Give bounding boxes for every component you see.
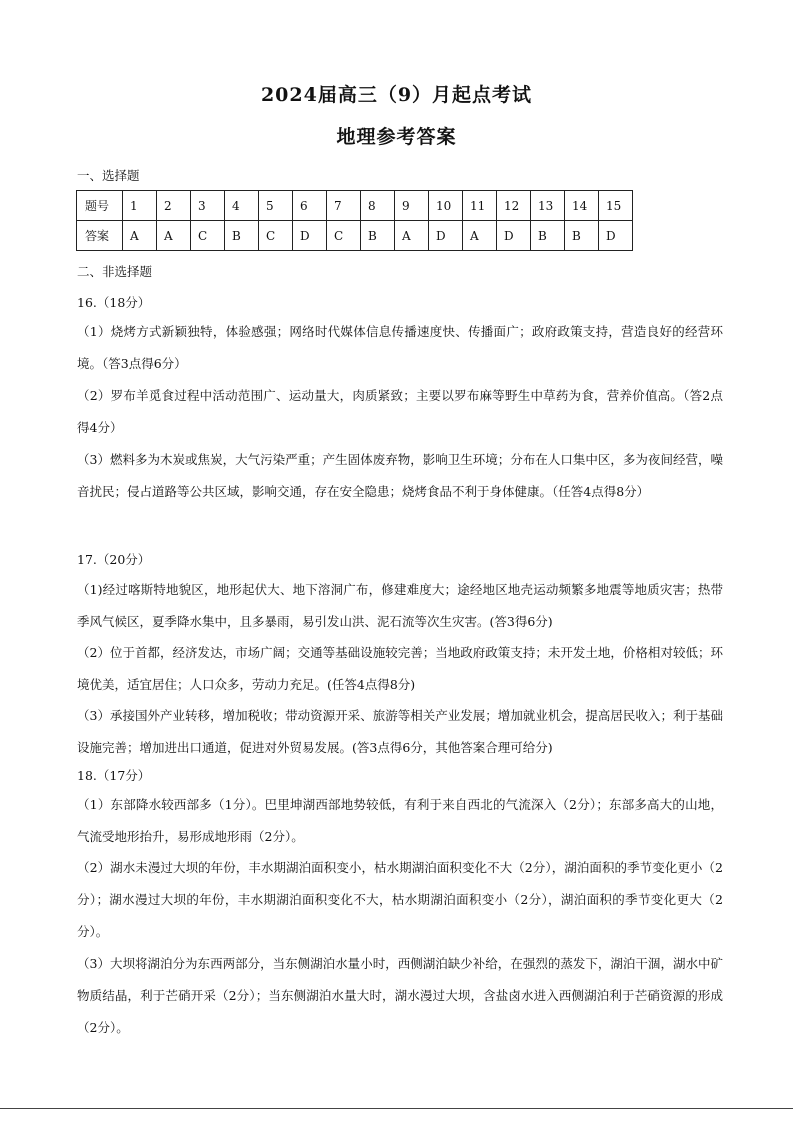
question-17-heading: 17.（20分） <box>77 552 151 567</box>
section-heading-choice: 一、选择题 <box>77 168 140 183</box>
bottom-divider <box>0 1108 793 1109</box>
question-number: 8 <box>361 191 395 221</box>
q17-part3: （3）承接国外产业转移，增加税收；带动资源开采、旅游等相关产业发展；增加就业机会，提高居民收入；利于基础设施完善；增加进出口通道，促进对外贸易发展。(答3点得6分，其他答案合理可给分) <box>77 708 723 755</box>
row-label-number: 题号 <box>77 191 123 221</box>
answer-table <box>76 190 633 251</box>
answer-cell: B <box>565 221 599 251</box>
answer-cell: D <box>497 221 531 251</box>
answer-cell: B <box>361 221 395 251</box>
answer-cell: C <box>191 221 225 251</box>
section-heading-nonchoice: 二、非选择题 <box>77 264 153 279</box>
question-number: 14 <box>565 191 599 221</box>
answer-cell: D <box>599 221 633 251</box>
question-number: 3 <box>191 191 225 221</box>
page-title: 2024届高三（9）月起点考试 <box>260 84 533 106</box>
question-number: 9 <box>395 191 429 221</box>
q16-part1: （1）烧烤方式新颖独特，体验感强；网络时代媒体信息传播速度快、传播面广；政府政策支持，营造良好的经营环境。（答3点得6分） <box>77 324 723 371</box>
table-row-answers <box>77 221 633 251</box>
q18-part1: （1）东部降水较西部多（1分）。巴里坤湖西部地势较低，有利于来自西北的气流深入（2分）；东部多高大的山地，气流受地形抬升，易形成地形雨（2分）。 <box>77 797 723 844</box>
q18-part3: （3）大坝将湖泊分为东西两部分，当东侧湖泊水量小时，西侧湖泊缺少补给，在强烈的蒸发下，湖泊干涸，湖水中矿物质结晶，利于芒硝开采（2分）；当东侧湖泊水量大时，湖水漫过大坝，含盐卤水进入西侧湖泊利于芒硝资源的形成（2分）。 <box>77 956 723 1035</box>
answer-cell: A <box>157 221 191 251</box>
answer-cell: A <box>395 221 429 251</box>
question-number: 2 <box>157 191 191 221</box>
answer-cell: A <box>463 221 497 251</box>
question-number: 4 <box>225 191 259 221</box>
question-number: 5 <box>259 191 293 221</box>
answer-cell: D <box>429 221 463 251</box>
answer-cell: B <box>531 221 565 251</box>
question-number: 11 <box>463 191 497 221</box>
answer-cell: A <box>123 221 157 251</box>
answer-cell: B <box>225 221 259 251</box>
q18-part2: （2）湖水未漫过大坝的年份，丰水期湖泊面积变小，枯水期湖泊面积变化不大（2分），湖泊面积的季节变化更小（2分）；湖水漫过大坝的年份，丰水期湖泊面积变化不大，枯水期湖泊面积变小（2分），湖泊面积的季节变化更大（2分）。 <box>77 860 723 939</box>
question-16-heading: 16.（18分） <box>77 295 151 310</box>
answer-cell: C <box>259 221 293 251</box>
answer-cell: C <box>327 221 361 251</box>
row-label-answer: 答案 <box>77 221 123 251</box>
question-number: 15 <box>599 191 633 221</box>
question-number: 10 <box>429 191 463 221</box>
q16-part2: （2）罗布羊觅食过程中活动范围广、运动量大，肉质紧致；主要以罗布麻等野生中草药为食，营养价值高。（答2点得4分） <box>77 388 723 435</box>
table-row-numbers <box>77 191 633 221</box>
q17-part1: （1)经过喀斯特地貌区，地形起伏大、地下溶洞广布，修建难度大；途经地区地壳运动频繁多地震等地质灾害；热带季风气候区，夏季降水集中，且多暴雨，易引发山洪、泥石流等次生灾害。(答3得6分) <box>77 582 723 629</box>
page-subtitle: 地理参考答案 <box>336 126 457 148</box>
question-number: 7 <box>327 191 361 221</box>
question-number: 1 <box>123 191 157 221</box>
q16-part3: （3）燃料多为木炭或焦炭，大气污染严重；产生固体废弃物，影响卫生环境；分布在人口集中区，多为夜间经营，噪音扰民；侵占道路等公共区域，影响交通，存在安全隐患；烧烤食品不利于身体健康。（任答4点得8分） <box>77 452 723 499</box>
question-number: 12 <box>497 191 531 221</box>
question-number: 6 <box>293 191 327 221</box>
q17-part2: （2）位于首都，经济发达，市场广阔；交通等基础设施较完善；当地政府政策支持；未开发土地，价格相对较低；环境优美，适宜居住；人口众多，劳动力充足。(任答4点得8分) <box>77 645 723 692</box>
question-18-heading: 18.（17分） <box>77 768 151 783</box>
answer-cell: D <box>293 221 327 251</box>
question-number: 13 <box>531 191 565 221</box>
